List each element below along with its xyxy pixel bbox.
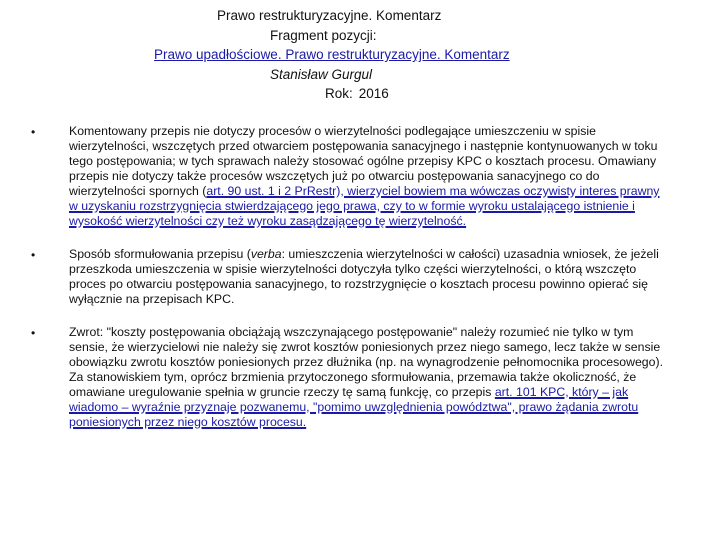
list-item-text-part: Zwrot: "koszty postępowania obciążają wszczynającego postępowanie" należy rozumieć nie tylko w tym sensie, że wierzycielowi nie należy się zwrot kosztów poniesionych przez niego samego, lecz także w sensie obowiązku zwrotu kosztów poniesionych przez dłużnika (np. na wynagrodzenie pełnomocnika procesowego). Za stanowiskiem tym, oprócz brzmienia przytoczonego sformułowania, przemawia także okoliczność, że omawiane uregulowanie spełnia w gruncie rzeczy tę samą funkcję, co przepis [69,325,663,399]
bullet-icon: • [31,125,36,139]
list-item-text-part: : umieszczenia wierzytelności w całości) uzasadnia wniosek, że jeżeli przeszkoda umieszczenia w spisie wierzytelności dotyczyła tylko części wierzytelności, o którą wszczęto proces po otwarciu postępowania sanacyjnego, to rozstrzygnięcie o kosztach procesu powinno opierać się wyłącznie na przepisach KPC. [69,247,659,306]
fragment-label: Fragment pozycji: [270,27,377,43]
list-item-text-part: Komentowany przepis nie dotyczy procesów o wierzytelności podlegające umieszczeniu w spisie wierzytelności, wszczętych przed otwarciem postępowania sanacyjnego i następnie kontynuowanych w toku tego postępowania; w tych sprawach należy stosować ogólne przepisy KPC o kosztach procesu. Omawiany przepis nie dotyczy także procesów wszczętych już po otwarciu postępowania sanacyjnego co do wierzytelności spornych ( [69,124,658,198]
year-value: 2016 [358,86,389,101]
year-line [325,84,720,104]
statute-reference-link[interactable]: art. 90 ust. 1 i 2 PrRestr), wierzyciel bowiem ma wówczas oczywisty interes prawny w uzyskaniu rozstrzygnięcia stwierdzającego jego prawa, czy to w formie wyroku ustalającego istnienie i wysokość wierzytelności czy też wyroku zasądzającego tę wierzytelność. [69,184,660,228]
source-link[interactable] [154,45,720,65]
list-item-text-part: Sposób sformułowania przepisu ( [69,247,251,261]
bullet-icon: • [31,326,36,340]
emphasized-term: verba [250,247,282,261]
author-name: Stanisław Gurgul [270,66,373,82]
list-item-text [69,124,667,229]
commentary-list [0,124,720,448]
list-item [0,325,720,430]
statute-reference-link[interactable]: art. 101 KPC, który – jak wiadomo – wyraźnie przyznaje pozwanemu, "pomimo uwzględnienia powództwa", prawo żądania zwrotu poniesionych przez niego kosztów procesu. [69,385,639,429]
year-label: Rok: [325,86,353,101]
document-title: Prawo restrukturyzacyjne. Komentarz [217,8,442,23]
document-header [0,6,720,104]
list-item [0,124,720,229]
list-item-text [69,247,667,307]
list-item [0,247,720,307]
list-item-text [69,325,667,430]
bullet-icon: • [31,248,36,262]
source-link-text[interactable]: Prawo upadłościowe. Prawo restrukturyzacyjne. Komentarz [154,47,510,62]
